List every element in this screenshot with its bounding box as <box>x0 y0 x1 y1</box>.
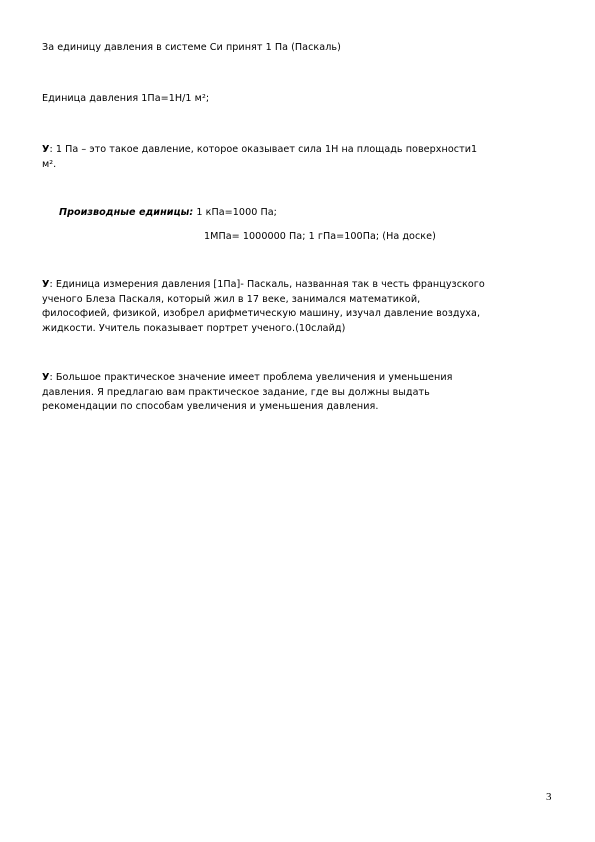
biography-row-3: философией, физикой, изобрел арифметическую машину, изучал давление воздуха, <box>42 308 481 320</box>
definition-row-2: м². <box>42 158 57 170</box>
biography-row-2: ученого Блеза Паскаля, который жил в 17 веке, занимался математикой, <box>42 293 421 305</box>
derived-units-mpa-line: 1МПа= 1000000 Па; 1 гПа=100Па; (На доске) <box>204 231 436 242</box>
biography-row-1 <box>42 278 547 293</box>
task-row-2: давления. Я предлагаю вам практическое задание, где вы должны выдать <box>42 386 430 398</box>
derived-units-line <box>59 206 277 221</box>
definition-row-1 <box>42 143 547 158</box>
teacher-pascal-definition <box>42 143 547 172</box>
teacher-marker: У <box>42 279 50 290</box>
biography-row-4: жидкости. Учитель показывает портрет ученого.(10слайд) <box>42 322 346 334</box>
derived-units-kpa: 1 кПа=1000 Па; <box>193 207 277 218</box>
task-row-1 <box>42 371 547 386</box>
biography-text-1: : Единица измерения давления [1Па]- Паскаль, названная так в честь французского <box>49 279 485 290</box>
derived-units-label: Производные единицы: <box>59 207 194 218</box>
teacher-marker: У <box>42 372 50 383</box>
pressure-unit-formula-line: Единица давления 1Па=1Н/1 м²; <box>42 93 210 104</box>
teacher-pascal-biography <box>42 278 547 336</box>
teacher-marker: У <box>42 144 50 155</box>
teacher-practical-task <box>42 371 547 415</box>
pressure-unit-si-line: За единицу давления в системе Си принят 1 Па (Паскаль) <box>42 42 341 53</box>
definition-text-1: : 1 Па – это такое давление, которое оказывает сила 1Н на площадь поверхности1 <box>49 144 478 155</box>
page-number: 3 <box>546 791 552 803</box>
task-row-3: рекомендации по способам увеличения и уменьшения давления. <box>42 401 379 413</box>
task-text-1: : Большое практическое значение имеет проблема увеличения и уменьшения <box>49 372 453 383</box>
